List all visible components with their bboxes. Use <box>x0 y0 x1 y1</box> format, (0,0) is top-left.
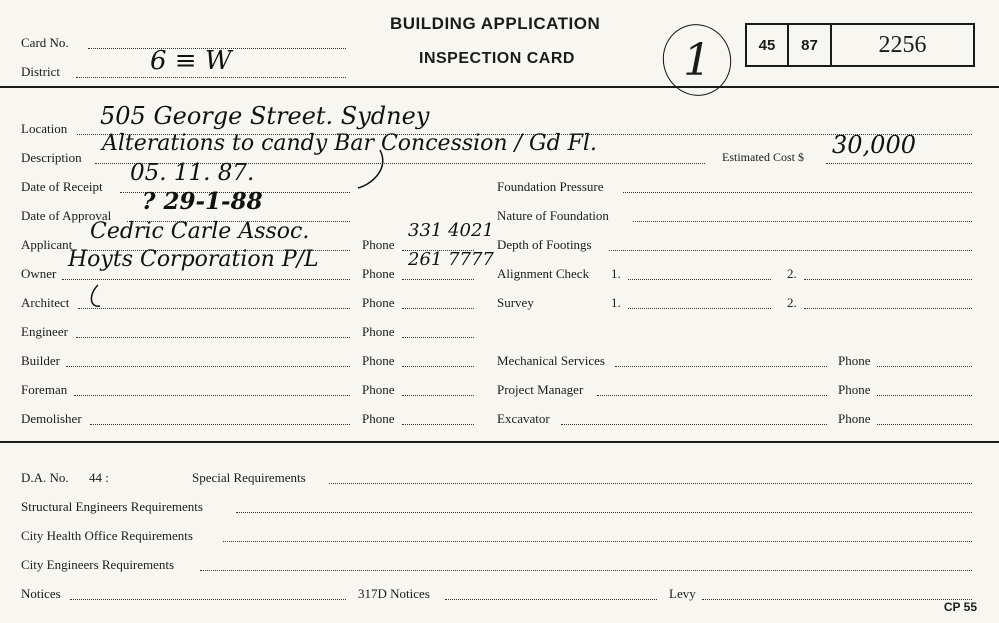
structural-engineers-label: Structural Engineers Requirements <box>21 499 203 514</box>
box-45: 45 <box>745 23 787 67</box>
alignment-check-2-dots <box>804 278 972 280</box>
engineer-label: Engineer <box>21 324 68 339</box>
foreman-phone-dots <box>402 394 474 396</box>
box-2256: 2256 <box>830 23 975 67</box>
mechanical-services-label: Mechanical Services <box>497 353 605 368</box>
applicant-value: Cedric Carle Assoc. <box>90 219 310 244</box>
notices-label: Notices <box>21 586 61 601</box>
district-label: District <box>21 64 60 79</box>
depth-of-footings-label: Depth of Footings <box>497 237 592 252</box>
foreman-label: Foreman <box>21 382 68 397</box>
estimated-cost-value: 30,000 <box>832 131 916 159</box>
mechanical-services-dots <box>615 365 827 367</box>
owner-phone-label: Phone <box>362 266 395 281</box>
foreman-dots <box>74 394 350 396</box>
engineer-phone-label: Phone <box>362 324 395 339</box>
date-of-approval-value: ? 29-1-88 <box>142 188 263 215</box>
special-requirements-dots <box>329 482 972 484</box>
demolisher-label: Demolisher <box>21 411 82 426</box>
builder-dots <box>66 365 350 367</box>
owner-value: Hoyts Corporation P/L <box>68 247 319 272</box>
nature-of-foundation-label: Nature of Foundation <box>497 208 609 223</box>
applicant-phone-label: Phone <box>362 237 395 252</box>
form-code: CP 55 <box>943 600 977 614</box>
notices-317d-dots <box>445 598 657 600</box>
survey-1-dots <box>628 307 771 309</box>
foundation-pressure-label: Foundation Pressure <box>497 179 604 194</box>
top-rule <box>0 86 999 88</box>
estimated-cost-label: Estimated Cost $ <box>722 150 804 164</box>
survey-2: 2. <box>787 295 797 310</box>
architect-phone-dots <box>402 307 474 309</box>
nature-of-foundation-dots <box>633 220 972 222</box>
alignment-check-2: 2. <box>787 266 797 281</box>
project-manager-label: Project Manager <box>497 382 584 397</box>
demolisher-phone-label: Phone <box>362 411 395 426</box>
da-no-value: 44 : <box>89 470 109 485</box>
demolisher-phone-dots <box>402 423 474 425</box>
architect-phone-label: Phone <box>362 295 395 310</box>
depth-of-footings-dots <box>609 249 972 251</box>
architect-dots <box>78 307 350 309</box>
district-dots <box>76 76 346 78</box>
owner-phone-value: 261 7777 <box>408 249 494 270</box>
alignment-check-1: 1. <box>611 266 621 281</box>
engineer-dots <box>76 336 350 338</box>
estimated-cost-dots <box>826 162 972 164</box>
levy-label: Levy <box>669 586 696 601</box>
description-value: Alterations to candy Bar Concession / Gd Fl. <box>102 131 597 156</box>
notices-dots <box>70 598 346 600</box>
owner-label: Owner <box>21 266 57 281</box>
excavator-dots <box>561 423 827 425</box>
project-manager-dots <box>597 394 827 396</box>
survey-2-dots <box>804 307 972 309</box>
notices-317d-label: 317D Notices <box>358 586 430 601</box>
excavator-phone-dots <box>877 423 972 425</box>
city-health-label: City Health Office Requirements <box>21 528 193 543</box>
levy-dots <box>702 598 972 600</box>
date-of-receipt-value: 05. 11. 87. <box>130 160 255 186</box>
foreman-phone-label: Phone <box>362 382 395 397</box>
title-line2: INSPECTION CARD <box>419 50 575 67</box>
demolisher-dots <box>90 423 350 425</box>
date-of-approval-label: Date of Approval <box>21 208 112 223</box>
city-engineers-dots <box>200 569 972 571</box>
city-health-dots <box>223 540 972 542</box>
da-no-label: D.A. No. <box>21 470 69 485</box>
location-value: 505 George Street. Sydney <box>100 102 430 130</box>
owner-phone-dots <box>402 278 474 280</box>
structural-engineers-dots <box>236 511 972 513</box>
builder-phone-dots <box>402 365 474 367</box>
date-of-receipt-label: Date of Receipt <box>21 179 103 194</box>
excavator-phone-label: Phone <box>838 411 871 426</box>
project-manager-phone-dots <box>877 394 972 396</box>
survey-1: 1. <box>611 295 621 310</box>
mechanical-services-phone-label: Phone <box>838 353 871 368</box>
middle-rule <box>0 441 999 443</box>
special-requirements-label: Special Requirements <box>192 470 306 485</box>
title-line1: BUILDING APPLICATION <box>390 14 601 33</box>
card-no-label: Card No. <box>21 35 69 50</box>
applicant-phone-value: 331 4021 <box>408 220 494 241</box>
project-manager-phone-label: Phone <box>838 382 871 397</box>
applicant-label: Applicant <box>21 237 73 252</box>
owner-dots <box>62 278 350 280</box>
location-label: Location <box>21 121 68 136</box>
city-engineers-label: City Engineers Requirements <box>21 557 175 572</box>
excavator-label: Excavator <box>497 411 550 426</box>
survey-label: Survey <box>497 295 534 310</box>
builder-label: Builder <box>21 353 60 368</box>
circled-number: 1 <box>654 15 741 104</box>
alignment-check-1-dots <box>628 278 771 280</box>
district-value: 6 ≡ W <box>150 46 232 76</box>
mechanical-services-phone-dots <box>877 365 972 367</box>
box-87: 87 <box>787 23 830 67</box>
alignment-check-label: Alignment Check <box>497 266 590 281</box>
architect-label: Architect <box>21 295 70 310</box>
builder-phone-label: Phone <box>362 353 395 368</box>
engineer-phone-dots <box>402 336 474 338</box>
foundation-pressure-dots <box>623 191 972 193</box>
description-label: Description <box>21 150 82 165</box>
